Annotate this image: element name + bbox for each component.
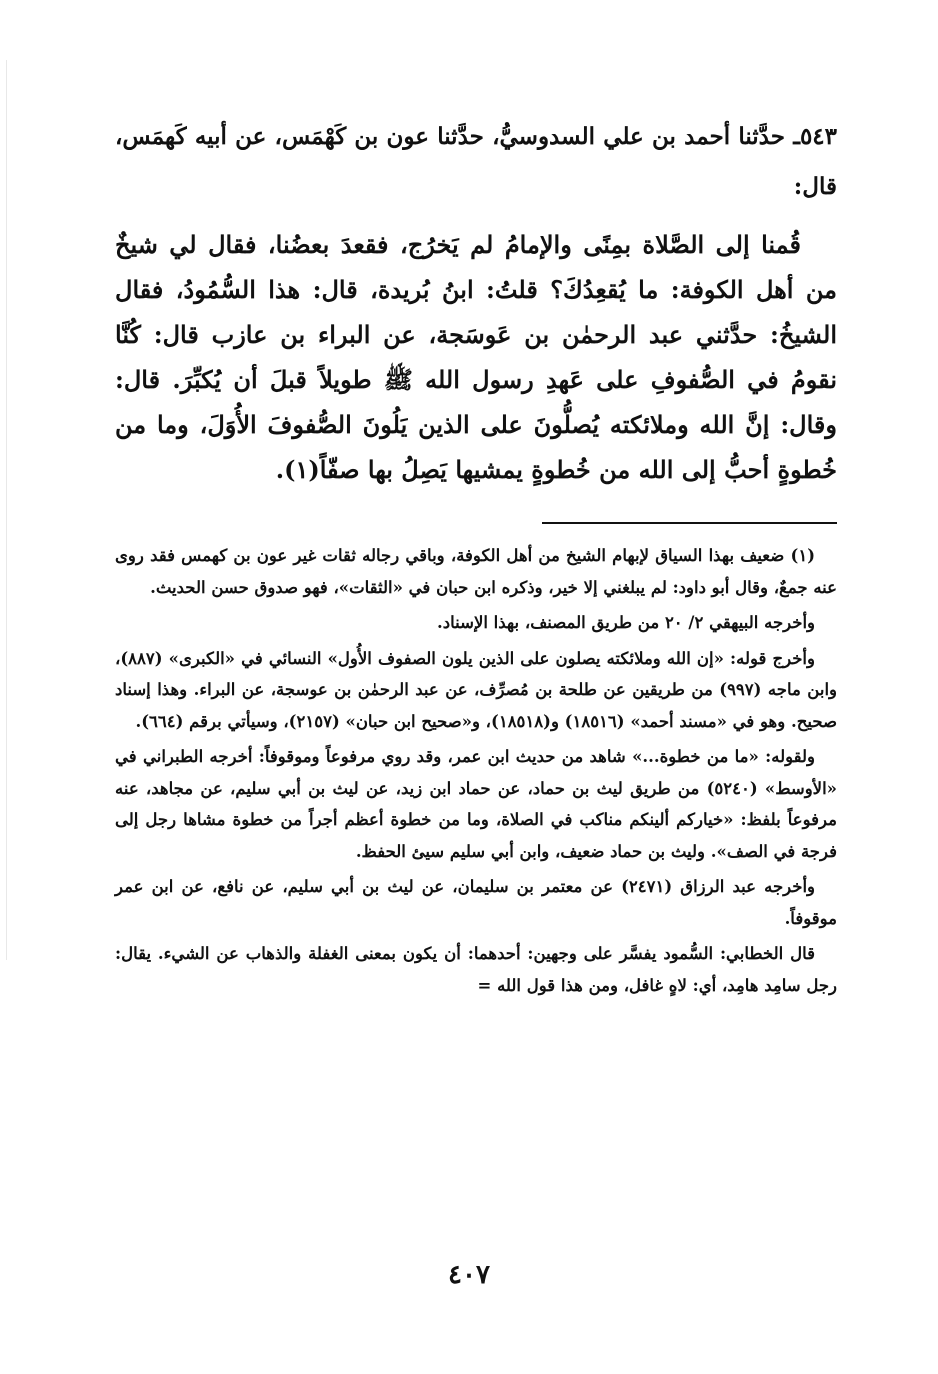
scan-edge bbox=[6, 60, 7, 960]
footnote-paragraph: ولقوله: «ما من خطوة...» شاهد من حديث ابن عمر، وقد روي مرفوعاً وموقوفاً: أخرجه الطبراني في «الأوسط» (٥٢٤٠) من طريق ليث بن حماد، عن حماد ابن زيد، عن ليث بن أبي سليم، عن مجاهد، عنه مرفوعاً بلفظ: «خياركم ألينكم مناكب في الصلاة، وما من خطوة أعظم أجراً من خطوة مشاها رجل إلى فرجة في الصف». وليث بن حماد ضعيف، وابن أبي سليم سيئ الحفظ. bbox=[115, 747, 837, 861]
hadith-matn: قُمنا إلى الصَّلاة بمِنًى والإمامُ لم يَخرُج، فقعدَ بعضُنا، فقال لي شيخٌ من أهل الكوفة: ما يُقعِدُكَ؟ قلتُ: ابنُ بُريدة، قال: هذا السُّمُودُ، فقال الشيخُ: حدَّثني عبد الرحمٰن بن عَوسَجة، عن البراء بن عازب قال: كُنَّا نقومُ في الصُّفوفِ على عَهدِ رسول الله ﷺ طويلاً قبلَ أن يُكبِّرَ. قال: وقال: إنَّ الله وملائكته يُصلُّونَ على الذين يَلُونَ الصُّفوفَ الأُوَلَ، وما من خُطوةٍ أحبُّ إلى الله من خُطوةٍ يمشيها يَصِلُ بها صفّاً(١). bbox=[115, 230, 837, 484]
hadith-matn-block bbox=[115, 222, 837, 492]
footnote-paragraph: وأخرج قوله: «إن الله وملائكته يصلون على الذين يلون الصفوف الأُول» النسائي في «الكبرى» (٨٨٧)، وابن ماجه (٩٩٧) من طريقين عن طلحة بن مُصرِّف، عن عبد الرحمٰن بن عوسجة، عن البراء. وهذا إسناد صحيح. وهو في «مسند أحمد» (١٨٥١٦) و(١٨٥١٨)، و«صحيح ابن حبان» (٢١٥٧)، وسيأتي برقم (٦٦٤). bbox=[115, 648, 837, 731]
footnote-separator bbox=[542, 522, 837, 524]
footnote-paragraph: وأخرجه عبد الرزاق (٢٤٧١) عن معتمر بن سليمان، عن ليث بن أبي سليم، عن نافع، عن ابن عمر موقوفاً. bbox=[115, 877, 837, 928]
footnote-paragraph: (١) ضعيف بهذا السياق لإبهام الشيخ من أهل الكوفة، وباقي رجاله ثقات غير عون بن كهمس فقد روى عنه جمعٌ، وقال أبو داود: لم يبلغني إلا خير، وذكره ابن حبان في «الثقات»، فهو صدوق حسن الحديث. bbox=[115, 546, 837, 597]
page-body bbox=[115, 112, 837, 1005]
footnotes bbox=[115, 540, 837, 1001]
footnote-separator-wrap bbox=[115, 522, 837, 524]
hadith-isnad: ٥٤٣ـ حدَّثنا أحمد بن علي السدوسيُّ، حدَّثنا عون بن كَهْمَس، عن أبيه كَهمَس، قال: bbox=[115, 123, 837, 200]
footnote-paragraph: وأخرجه البيهقي ٢/ ٢٠ من طريق المصنف، بهذا الإسناد. bbox=[437, 613, 815, 632]
page-number: ٤٠٧ bbox=[448, 1260, 490, 1290]
footnote-paragraph: قال الخطابي: السُّمود يفسَّر على وجهين: أحدهما: أن يكون بمعنى الغفلة والذهاب عن الشيء. يقال: رجل سامِد هامِد، أي: لاهٍ غافل، ومن هذا قول الله = bbox=[115, 944, 837, 995]
